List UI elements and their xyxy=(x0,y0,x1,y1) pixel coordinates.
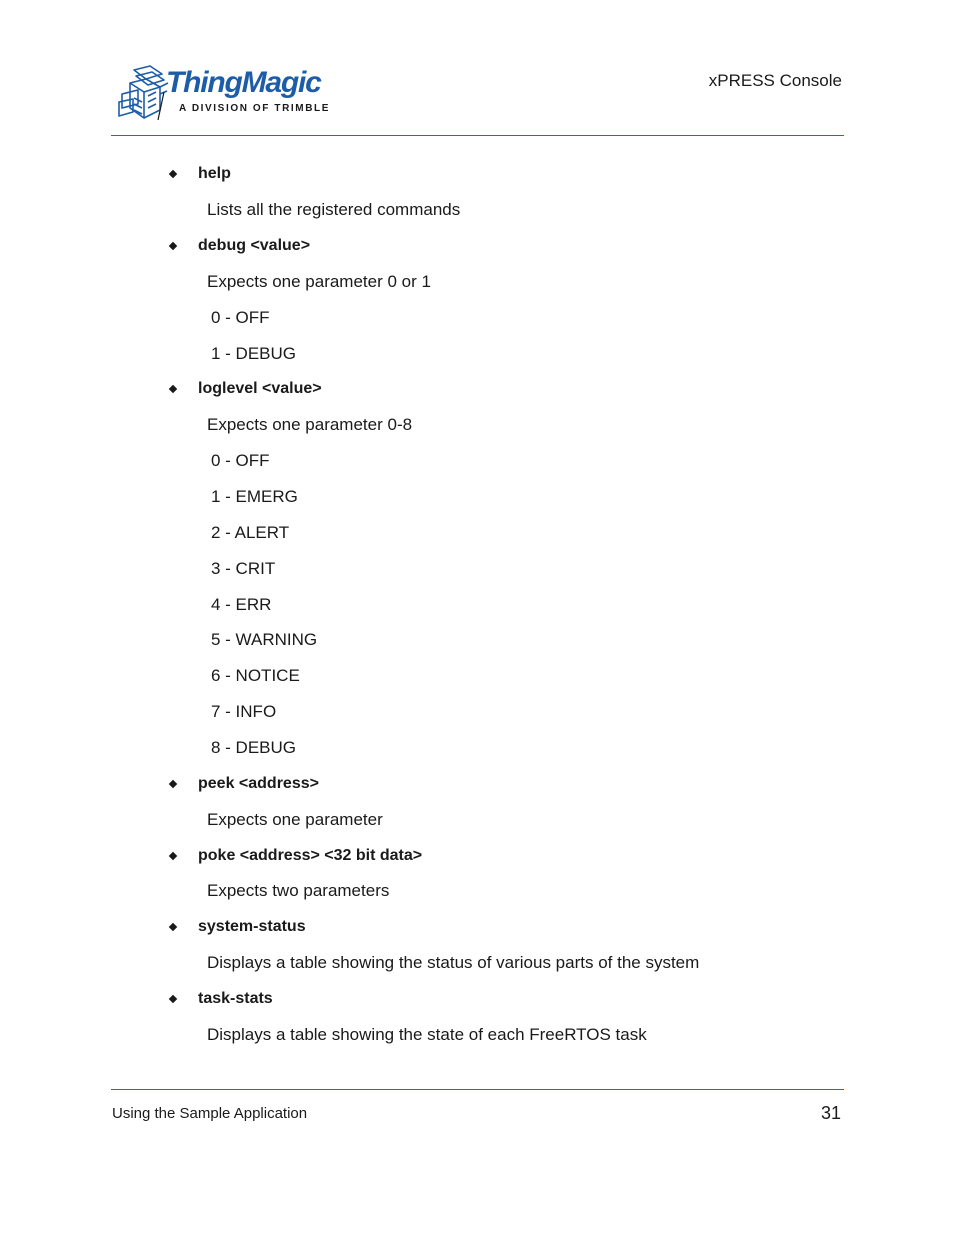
logo-wordmark: ThingMagic xyxy=(166,66,321,99)
command-name: loglevel <value> xyxy=(198,380,322,397)
list-item xyxy=(0,380,954,400)
footer-section-title: Using the Sample Application xyxy=(112,1105,308,1122)
command-name: debug <value> xyxy=(198,237,311,254)
diamond-bullet-icon xyxy=(169,170,177,178)
command-description: Displays a table showing the state of each FreeRTOS task xyxy=(207,1025,647,1044)
list-item xyxy=(0,918,954,938)
diamond-bullet-icon xyxy=(169,923,177,931)
command-description: Expects one parameter 0 or 1 xyxy=(207,272,431,291)
list-item xyxy=(0,165,954,185)
logo-tagline: A DIVISION OF TRIMBLE xyxy=(179,103,331,114)
option-value: 7 - INFO xyxy=(211,702,277,721)
diamond-bullet-icon xyxy=(169,242,177,250)
command-description: Expects one parameter 0-8 xyxy=(207,415,413,434)
option-value: 4 - ERR xyxy=(211,595,272,614)
command-name: poke <address> <32 bit data> xyxy=(198,847,423,864)
section-title: xPRESS Console xyxy=(708,71,842,90)
thingmagic-logo xyxy=(116,64,331,122)
list-item xyxy=(0,990,954,1010)
diamond-bullet-icon xyxy=(169,385,177,393)
list-item xyxy=(0,775,954,795)
diamond-bullet-icon xyxy=(169,995,177,1003)
list-item xyxy=(0,847,954,867)
command-description: Expects two parameters xyxy=(207,881,390,900)
option-value: 1 - DEBUG xyxy=(211,344,297,363)
option-value: 1 - EMERG xyxy=(211,487,298,506)
command-description: Lists all the registered commands xyxy=(207,200,461,219)
option-value: 8 - DEBUG xyxy=(211,738,297,757)
command-name: system-status xyxy=(198,918,306,935)
command-description: Expects one parameter xyxy=(207,810,383,829)
command-name: help xyxy=(198,165,231,182)
command-description: Displays a table showing the status of various parts of the system xyxy=(207,953,700,972)
diamond-bullet-icon xyxy=(169,780,177,788)
header-divider xyxy=(111,135,844,136)
option-value: 2 - ALERT xyxy=(211,523,290,542)
diamond-bullet-icon xyxy=(169,852,177,860)
command-name: task-stats xyxy=(198,990,273,1007)
option-value: 0 - OFF xyxy=(211,308,270,327)
page-number: 31 xyxy=(820,1103,841,1123)
footer-divider xyxy=(111,1089,844,1090)
option-value: 0 - OFF xyxy=(211,451,270,470)
list-item xyxy=(0,237,954,257)
option-value: 6 - NOTICE xyxy=(211,666,300,685)
thingmagic-cube-icon xyxy=(116,64,170,122)
option-value: 5 - WARNING xyxy=(211,630,318,649)
command-name: peek <address> xyxy=(198,775,319,792)
option-value: 3 - CRIT xyxy=(211,559,276,578)
